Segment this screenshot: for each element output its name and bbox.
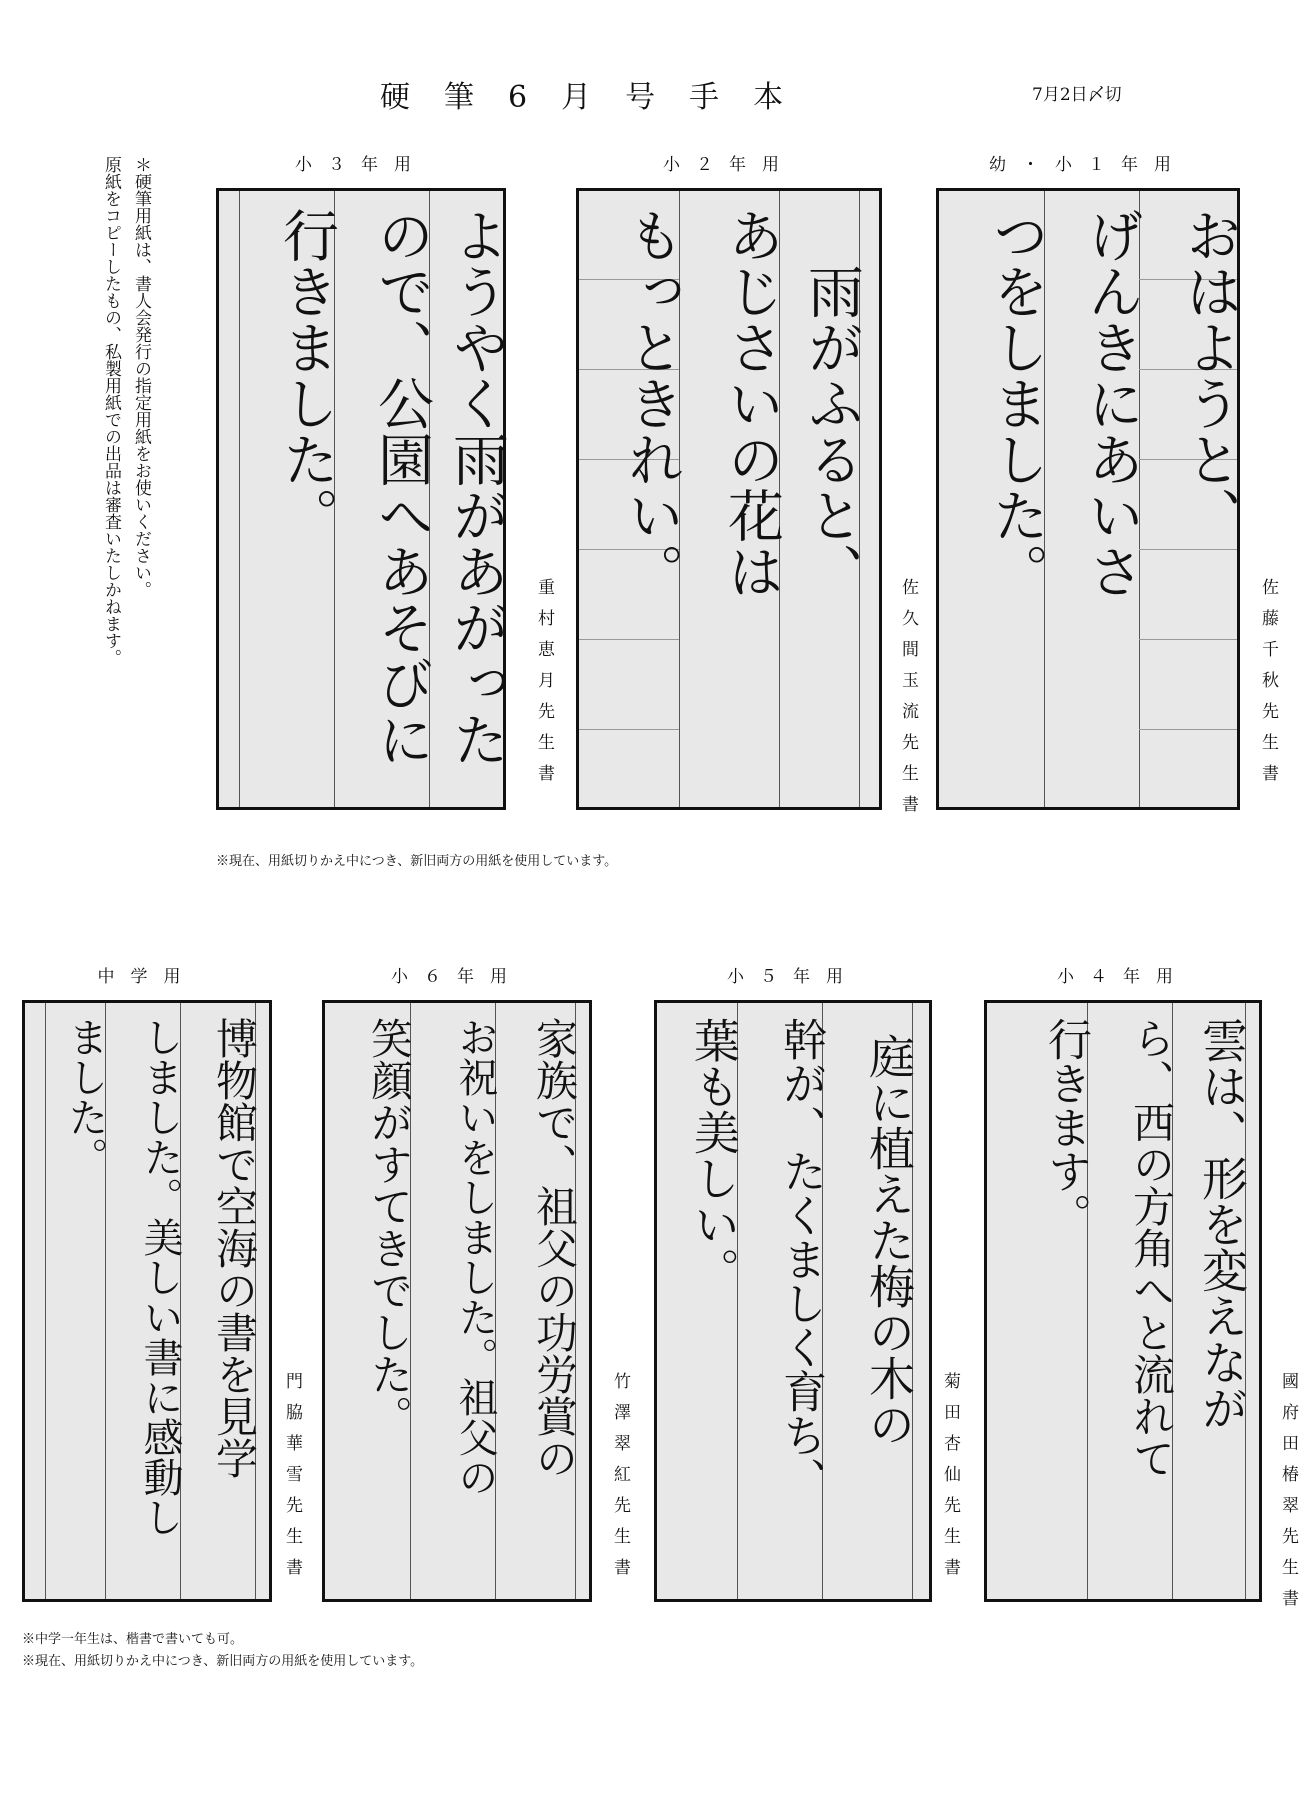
- column-text: げんきにあいさ: [1079, 207, 1144, 599]
- column-text: 葉も美しい。: [687, 1017, 741, 1293]
- column-text: お祝いをしました。祖父の: [452, 1017, 498, 1497]
- column-text: 幹が、たくましく育ち、: [775, 1017, 826, 1501]
- column-text: ました。: [62, 1017, 108, 1177]
- column-text: 行きます。: [1040, 1017, 1091, 1237]
- deadline-text: 7月2日〆切: [1032, 85, 1122, 105]
- column-text: もっときれい。: [619, 207, 684, 599]
- column-text: あじさいの花は: [719, 207, 784, 599]
- author-chugaku: 門脇華雪先生書: [282, 1372, 302, 1589]
- sheet-sho6: [322, 1000, 592, 1602]
- page-title: 硬筆6月号手本: [380, 80, 818, 115]
- author-sho2: 佐久間玉流先生書: [898, 578, 918, 826]
- sheet-sho2: [576, 188, 882, 810]
- column-text: 博物館で空海の書を見学: [210, 1017, 259, 1479]
- sheet-sho1: [936, 188, 1240, 810]
- author-sho5: 菊田杏仙先生書: [940, 1372, 960, 1589]
- side-note-line-1: ＊硬筆用紙は、書人会発行の指定用紙をお使いください。: [131, 156, 151, 598]
- column-text: 雲は、形を変えなが: [1195, 1017, 1249, 1431]
- side-note-line-2: 原紙をコピーしたもの、私製用紙での出品は審査いたしかねます。: [101, 156, 121, 666]
- column-text: ので、公園へあそびに: [369, 207, 434, 767]
- author-sho1: 佐藤千秋先生書: [1258, 578, 1278, 795]
- grade-label-sho2: 小２年用: [663, 155, 795, 175]
- column-text: 笑顔がすてきでした。: [365, 1017, 414, 1437]
- column-text: 雨がふると、: [799, 207, 864, 599]
- grade-label-sho4: 小４年用: [1057, 967, 1189, 987]
- column-text: おはようと、: [1177, 207, 1242, 543]
- grade-label-chugaku: 中学用: [97, 967, 197, 987]
- grade-label-sho5: 小５年用: [727, 967, 859, 987]
- bottom-footnote-2: ※現在、用紙切りかえ中につき、新旧両方の用紙を使用しています。: [22, 1654, 424, 1669]
- column-text: 家族で、祖父の功労賞の: [530, 1017, 579, 1479]
- sheet-sho3: [216, 188, 509, 810]
- author-sho6: 竹澤翠紅先生書: [610, 1372, 630, 1589]
- column-text: つをしました。: [984, 207, 1049, 599]
- column-text: ら、西の方角へと流れて: [1127, 1017, 1176, 1479]
- sheet-sho5: [654, 1000, 932, 1602]
- top-footnote: ※現在、用紙切りかえ中につき、新旧両方の用紙を使用しています。: [216, 854, 618, 869]
- sheet-sho4: [984, 1000, 1262, 1602]
- bottom-footnote-1: ※中学一年生は、楷書で書いても可。: [22, 1632, 244, 1647]
- grade-label-sho1: 幼・小１年用: [989, 155, 1187, 175]
- column-text: 庭に植えた梅の木の: [862, 1033, 916, 1447]
- column-text: 行きました。: [274, 207, 339, 543]
- column-text: しました。美しい書に感動し: [137, 1017, 183, 1537]
- grade-label-sho6: 小６年用: [391, 967, 523, 987]
- grade-label-sho3: 小３年用: [295, 155, 427, 175]
- author-sho3: 重村恵月先生書: [534, 578, 554, 795]
- author-sho4: 國府田椿翠先生書: [1278, 1372, 1298, 1620]
- sheet-chugaku: [22, 1000, 272, 1602]
- column-text: ようやく雨があがった: [444, 207, 509, 767]
